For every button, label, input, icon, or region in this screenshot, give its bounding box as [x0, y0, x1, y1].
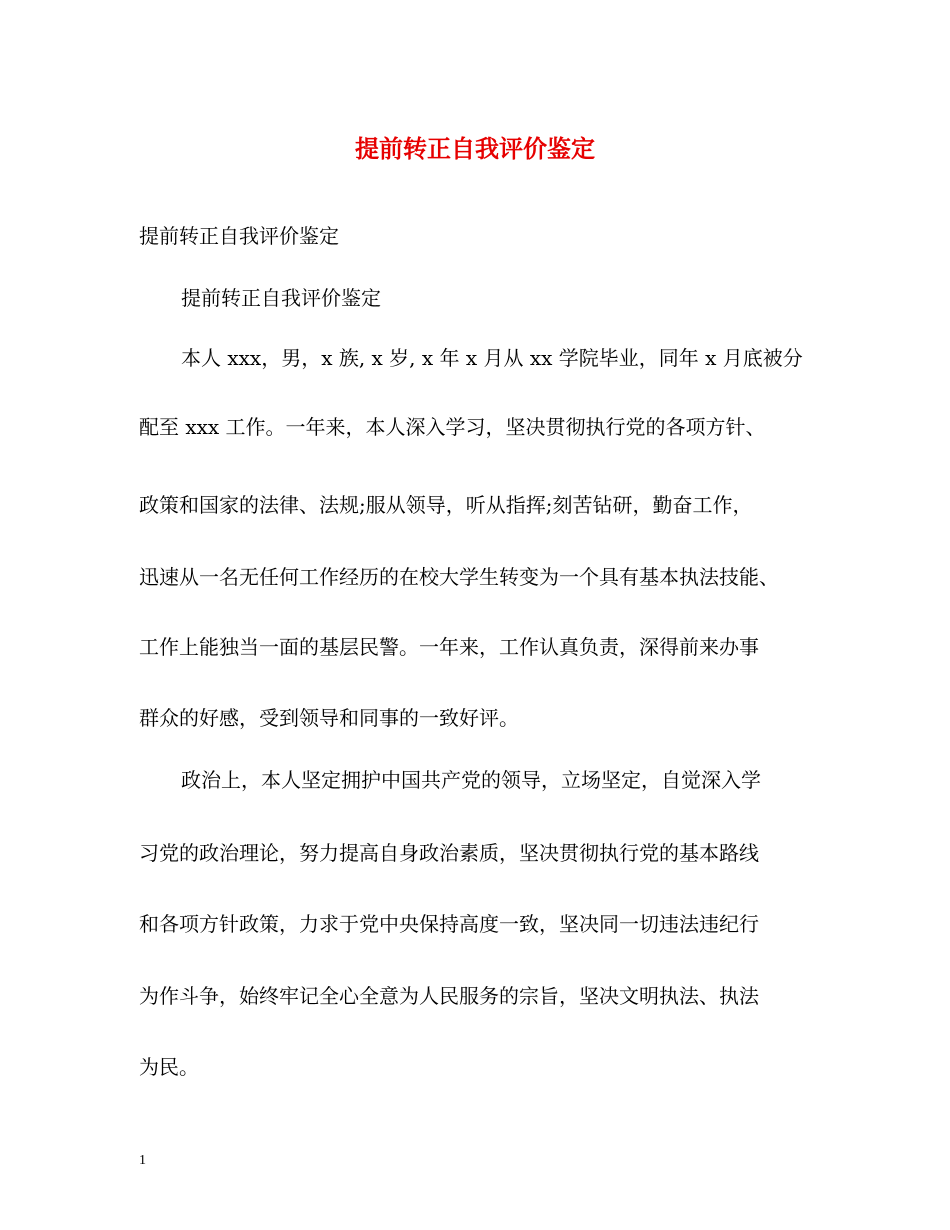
- document-subtitle: 提前转正自我评价鉴定: [139, 224, 339, 248]
- paragraph-line: 政策和国家的法律、法规;服从领导，听从指挥;刻苦钻研，勤奋工作，: [139, 493, 753, 517]
- paragraph-line: 政治上，本人坚定拥护中国共产党的领导，立场坚定，自觉深入学: [181, 768, 761, 792]
- paragraph-line: 迅速从一名无任何工作经历的在校大学生转变为一个具有基本执法技能、: [139, 565, 779, 589]
- paragraph-line: 配至 xxx 工作。一年来，本人深入学习，坚决贯彻执行党的各项方针、: [139, 415, 766, 439]
- paragraph-line: 习党的政治理论，努力提高自身政治素质，坚决贯彻执行党的基本路线: [139, 841, 759, 865]
- paragraph-line: 群众的好感，受到领导和同事的一致好评。: [139, 706, 519, 730]
- section-heading: 提前转正自我评价鉴定: [181, 286, 381, 310]
- paragraph-line: 为民。: [139, 1055, 199, 1079]
- paragraph-line: 为作斗争，始终牢记全心全意为人民服务的宗旨，坚决文明执法、执法: [139, 984, 759, 1008]
- paragraph-line: 和各项方针政策，力求于党中央保持高度一致，坚决同一切违法违纪行: [139, 912, 759, 936]
- page-number: 1: [139, 1153, 146, 1168]
- paragraph-line: 工作上能独当一面的基层民警。一年来，工作认真负责，深得前来办事: [139, 635, 759, 659]
- paragraph-line: 本人 xxx，男，x 族, x 岁, x 年 x 月从 xx 学院毕业，同年 x 月底被分: [181, 346, 803, 370]
- document-title: 提前转正自我评价鉴定: [355, 134, 595, 163]
